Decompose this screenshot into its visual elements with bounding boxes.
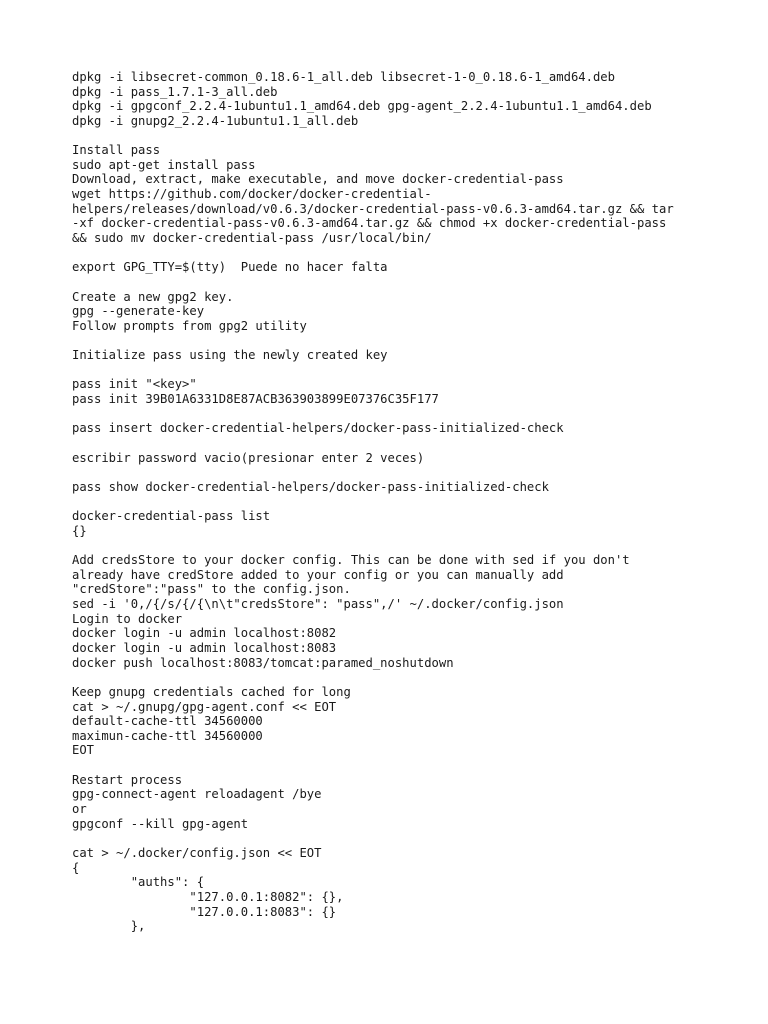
blank-line	[72, 275, 752, 290]
text-line: maximun-cache-ttl 34560000	[72, 728, 263, 743]
text-line: Initialize pass using the newly created key	[72, 348, 388, 363]
text-line: gpgconf --kill gpg-agent	[72, 816, 249, 831]
text-line: pass show docker-credential-helpers/docker-pass-initialized-check	[72, 479, 549, 494]
text-line: docker login -u admin localhost:8083	[72, 640, 337, 655]
blank-line	[72, 539, 752, 554]
blank-line	[72, 758, 752, 773]
text-line: dpkg -i libsecret-common_0.18.6-1_all.deb libsecret-1-0_0.18.6-1_amd64.deb	[72, 70, 615, 84]
text-line: pass insert docker-credential-helpers/docker-pass-initialized-check	[72, 421, 564, 436]
text-line: dpkg -i gnupg2_2.2.4-1ubuntu1.1_all.deb	[72, 113, 359, 128]
blank-line	[72, 363, 752, 378]
text-line: sudo apt-get install pass	[72, 157, 256, 172]
text-line: already have credStore added to your config or you can manually add	[72, 567, 564, 582]
blank-line	[72, 495, 752, 510]
blank-line	[72, 407, 752, 422]
text-line: docker login -u admin localhost:8082	[72, 626, 337, 641]
text-line: Keep gnupg credentials cached for long	[72, 684, 351, 699]
document-text-body	[72, 70, 752, 934]
text-line: default-cache-ttl 34560000	[72, 714, 263, 729]
text-line: "127.0.0.1:8082": {},	[72, 889, 344, 904]
text-line: Follow prompts from gpg2 utility	[72, 318, 307, 333]
text-line: helpers/releases/download/v0.6.3/docker-credential-pass-v0.6.3-amd64.tar.gz && tar	[72, 201, 674, 216]
text-line: pass init "<key>"	[72, 377, 197, 392]
text-line: Restart process	[72, 772, 183, 787]
blank-line	[72, 831, 752, 846]
text-line: Create a new gpg2 key.	[72, 289, 234, 304]
text-line: docker push localhost:8083/tomcat:paramed_noshutdown	[72, 655, 454, 670]
text-line: -xf docker-credential-pass-v0.6.3-amd64.tar.gz && chmod +x docker-credential-pass	[72, 216, 667, 231]
text-line: or	[72, 802, 87, 817]
text-line: gpg-connect-agent reloadagent /bye	[72, 787, 322, 802]
text-line: pass init 39B01A6331D8E87ACB363903899E07376C35F177	[72, 392, 439, 407]
blank-line	[72, 246, 752, 261]
text-line: Login to docker	[72, 611, 183, 626]
blank-line	[72, 129, 752, 144]
text-line: && sudo mv docker-credential-pass /usr/local/bin/	[72, 231, 432, 246]
text-line: Add credsStore to your docker config. This can be done with sed if you don't	[72, 553, 630, 568]
text-line: Install pass	[72, 143, 161, 158]
blank-line	[72, 334, 752, 349]
text-line: sed -i '0,/{/s/{/{\n\t"credsStore": "pass",/' ~/.docker/config.json	[72, 597, 564, 612]
text-line: },	[72, 919, 146, 934]
text-line: escribir password vacio(presionar enter 2 veces)	[72, 450, 425, 465]
text-line: docker-credential-pass list	[72, 509, 271, 524]
blank-line	[72, 465, 752, 480]
blank-line	[72, 670, 752, 685]
text-line: EOT	[72, 743, 95, 758]
text-line: dpkg -i gpgconf_2.2.4-1ubuntu1.1_amd64.deb gpg-agent_2.2.4-1ubuntu1.1_amd64.deb	[72, 99, 652, 114]
text-line: {}	[72, 523, 87, 538]
text-line: gpg --generate-key	[72, 304, 205, 319]
text-line: "auths": {	[72, 875, 205, 890]
blank-line	[72, 436, 752, 451]
text-line: export GPG_TTY=$(tty) Puede no hacer falta	[72, 260, 388, 275]
text-line: wget https://github.com/docker/docker-credential-	[72, 187, 432, 202]
text-line: cat > ~/.docker/config.json << EOT	[72, 845, 322, 860]
text-line: {	[72, 860, 80, 875]
text-line: "127.0.0.1:8083": {}	[72, 904, 337, 919]
text-line: "credStore":"pass" to the config.json.	[72, 582, 351, 597]
text-line: Download, extract, make executable, and move docker-credential-pass	[72, 172, 564, 187]
text-line: cat > ~/.gnupg/gpg-agent.conf << EOT	[72, 699, 337, 714]
text-line: dpkg -i pass_1.7.1-3_all.deb	[72, 84, 278, 99]
